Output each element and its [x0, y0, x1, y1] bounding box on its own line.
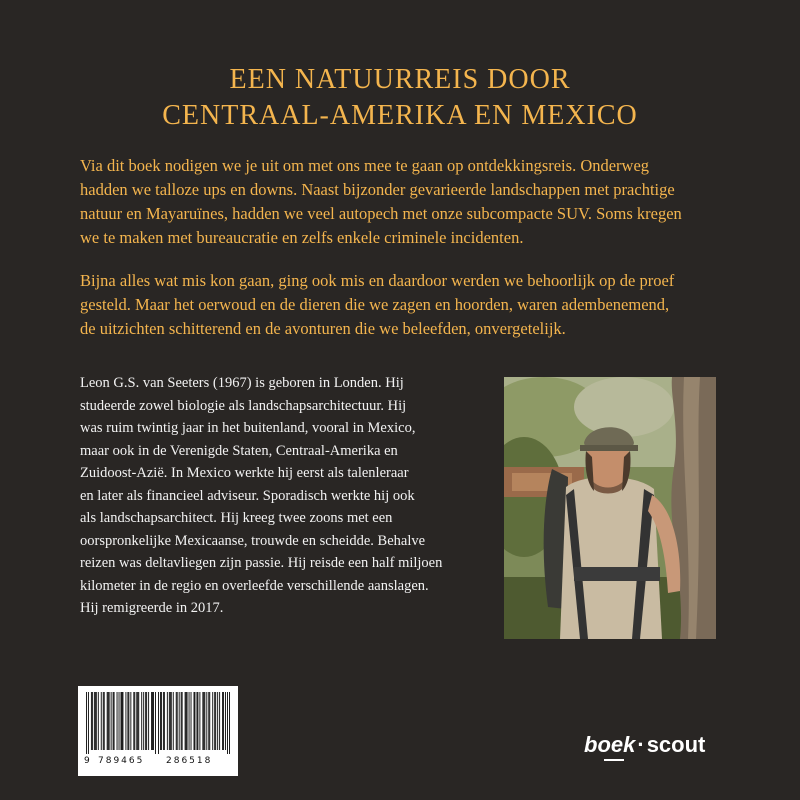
barcode-bar	[91, 692, 92, 750]
barcode-bar	[171, 692, 172, 750]
barcode-digit-first: 9	[84, 756, 90, 766]
barcode-bar	[133, 692, 134, 750]
barcode-bar	[215, 692, 216, 750]
barcode-bar	[194, 692, 195, 750]
barcode-bar	[170, 692, 171, 750]
barcode-bar	[206, 692, 207, 750]
intro1-line: natuur en Mayaruïnes, hadden we veel autopech met onze subcompacte SUV. Soms kregen	[80, 204, 682, 223]
bio-line: kilometer in de regio en overleefde verschillende aanslagen.	[80, 577, 429, 594]
intro-paragraph-2	[80, 269, 730, 341]
barcode-number	[84, 754, 234, 770]
barcode-bar	[185, 692, 186, 750]
barcode-bars	[86, 692, 230, 754]
barcode-bar	[181, 692, 182, 750]
barcode-bar	[137, 692, 138, 750]
barcode-bar	[141, 692, 142, 750]
publisher-logo-underline	[604, 759, 624, 761]
barcode-bar	[94, 692, 95, 750]
barcode-bar	[176, 692, 177, 750]
author-photo-illustration	[504, 377, 716, 639]
barcode-bar	[122, 692, 123, 750]
barcode-bar	[182, 692, 183, 750]
bio-line: was ruim twintig jaar in het buitenland, vooral in Mexico,	[80, 420, 416, 436]
barcode-bar	[134, 692, 135, 750]
barcode-bar	[130, 692, 131, 750]
barcode-bar	[194, 692, 195, 750]
barcode-bar	[145, 692, 146, 750]
barcode-bar	[151, 692, 152, 750]
barcode-bar	[98, 692, 99, 750]
barcode-bar	[103, 692, 104, 750]
intro1-line: Via dit boek nodigen we je uit om met ons mee te gaan op ontdekkingsreis. Onderweg	[80, 156, 650, 175]
barcode-bar	[189, 692, 190, 750]
barcode-bar	[111, 692, 112, 750]
intro1-line: hadden we talloze ups en downs. Naast bijzonder gevarieerde landschappen met prachtige	[80, 180, 675, 199]
barcode-bar	[114, 692, 115, 750]
barcode-bar	[197, 692, 198, 750]
intro2-line: Bijna alles wat mis kon gaan, ging ook mis en daardoor werden we behoorlijk op de proef	[80, 271, 675, 290]
barcode-bar	[225, 692, 226, 750]
barcode-bar	[187, 692, 188, 750]
bio-line: Leon G.S. van Seeters (1967) is geboren in Londen. Hij	[80, 375, 404, 391]
bio-line: oorspronkelijke Mexicaanse, trouwde en scheidde. Behalve	[80, 532, 426, 549]
barcode-bar	[158, 692, 159, 754]
barcode-digits-left: 789465	[98, 756, 145, 766]
barcode-bar	[153, 692, 154, 750]
barcode-bar	[86, 692, 87, 754]
barcode-bar	[92, 692, 93, 750]
barcode-bar	[223, 692, 224, 750]
intro2-line: de uitzichten schitterend en de avonturen die we beleefden, onvergetelijk.	[80, 319, 566, 338]
barcode-bar	[199, 692, 200, 750]
barcode-bar	[119, 692, 120, 750]
bio-line: reizen was deltavliegen zijn passie. Hij reisde een half miljoen	[80, 555, 443, 571]
publisher-logo	[584, 732, 705, 758]
barcode-bar	[121, 692, 122, 750]
barcode-bar	[212, 692, 213, 750]
barcode-bar	[191, 692, 192, 750]
bio-line: en later als financieel adviseur. Sporadisch werkte hij ook	[80, 487, 415, 504]
barcode-bar	[217, 692, 218, 750]
barcode-bar	[169, 692, 170, 750]
barcode-digits-right: 286518	[166, 756, 213, 766]
barcode-bar	[113, 692, 114, 750]
barcode-bar	[152, 692, 153, 750]
bio-line: als landschapsarchitect. Hij kreeg twee zoons met een	[80, 510, 393, 526]
title-line-2: CENTRAAL-AMERIKA EN MEXICO	[162, 100, 638, 131]
barcode-bar	[143, 692, 144, 750]
bio-line: Hij remigreerde in 2017.	[80, 600, 224, 616]
barcode-bar	[88, 692, 89, 754]
bio-line: maar ook in de Verenigde Staten, Centraal-Amerika en	[80, 442, 398, 459]
barcode-bar	[203, 692, 204, 750]
barcode-bar	[146, 692, 147, 750]
barcode-bar	[155, 692, 156, 754]
barcode-bar	[163, 692, 164, 750]
barcode-bar	[177, 692, 178, 750]
barcode-bar	[104, 692, 105, 750]
author-photo	[504, 377, 716, 639]
barcode-bar	[96, 692, 97, 750]
barcode-bar	[208, 692, 209, 750]
barcode-bar	[179, 692, 180, 750]
intro-paragraph-1	[80, 154, 730, 250]
barcode-bar	[125, 692, 126, 750]
barcode-bar	[128, 692, 129, 750]
title-line-1: EEN NATUURREIS DOOR	[229, 64, 571, 95]
barcode-bar	[148, 692, 149, 750]
barcode-bar	[117, 692, 118, 750]
barcode-bar	[127, 692, 128, 750]
intro2-line: gesteld. Maar het oerwoud en de dieren die we zagen en hoorden, waren adembenemend,	[80, 295, 670, 314]
barcode-bar	[186, 692, 187, 750]
barcode-bar	[222, 692, 223, 750]
barcode-bar	[214, 692, 215, 750]
barcode-bar	[229, 692, 230, 754]
barcode-bar	[209, 692, 210, 750]
barcode-bar	[101, 692, 102, 750]
barcode-bar	[164, 692, 165, 750]
publisher-logo-part1: boek	[584, 732, 636, 757]
barcode-bar	[202, 692, 203, 750]
barcode-bar	[161, 692, 162, 750]
barcode-bar	[107, 692, 108, 750]
barcode-bar	[219, 692, 220, 750]
barcode-bar	[95, 692, 96, 750]
barcode-bar	[196, 692, 197, 750]
barcode-bar	[167, 692, 168, 750]
barcode-bar	[227, 692, 228, 754]
barcode-bar	[136, 692, 137, 750]
author-bio	[80, 372, 500, 620]
publisher-logo-part2: scout	[646, 732, 706, 757]
barcode-bar	[160, 692, 161, 750]
bio-line: Zuidoost-Azië. In Mexico werkte hij eerst als talenleraar	[80, 465, 409, 481]
barcode-bar	[108, 692, 109, 750]
barcode-bar	[173, 692, 174, 750]
intro1-line: we te maken met bureaucratie en zelfs enkele criminele incidenten.	[80, 228, 524, 247]
barcode-bar	[122, 692, 123, 750]
barcode-bar	[109, 692, 110, 750]
barcode-bar	[204, 692, 205, 750]
bio-line: studeerde zowel biologie als landschapsarchitectuur. Hij	[80, 397, 407, 414]
publisher-logo-dot: ·	[637, 732, 645, 757]
book-title	[40, 62, 760, 134]
barcode-bar	[138, 692, 139, 750]
barcode	[78, 686, 238, 776]
